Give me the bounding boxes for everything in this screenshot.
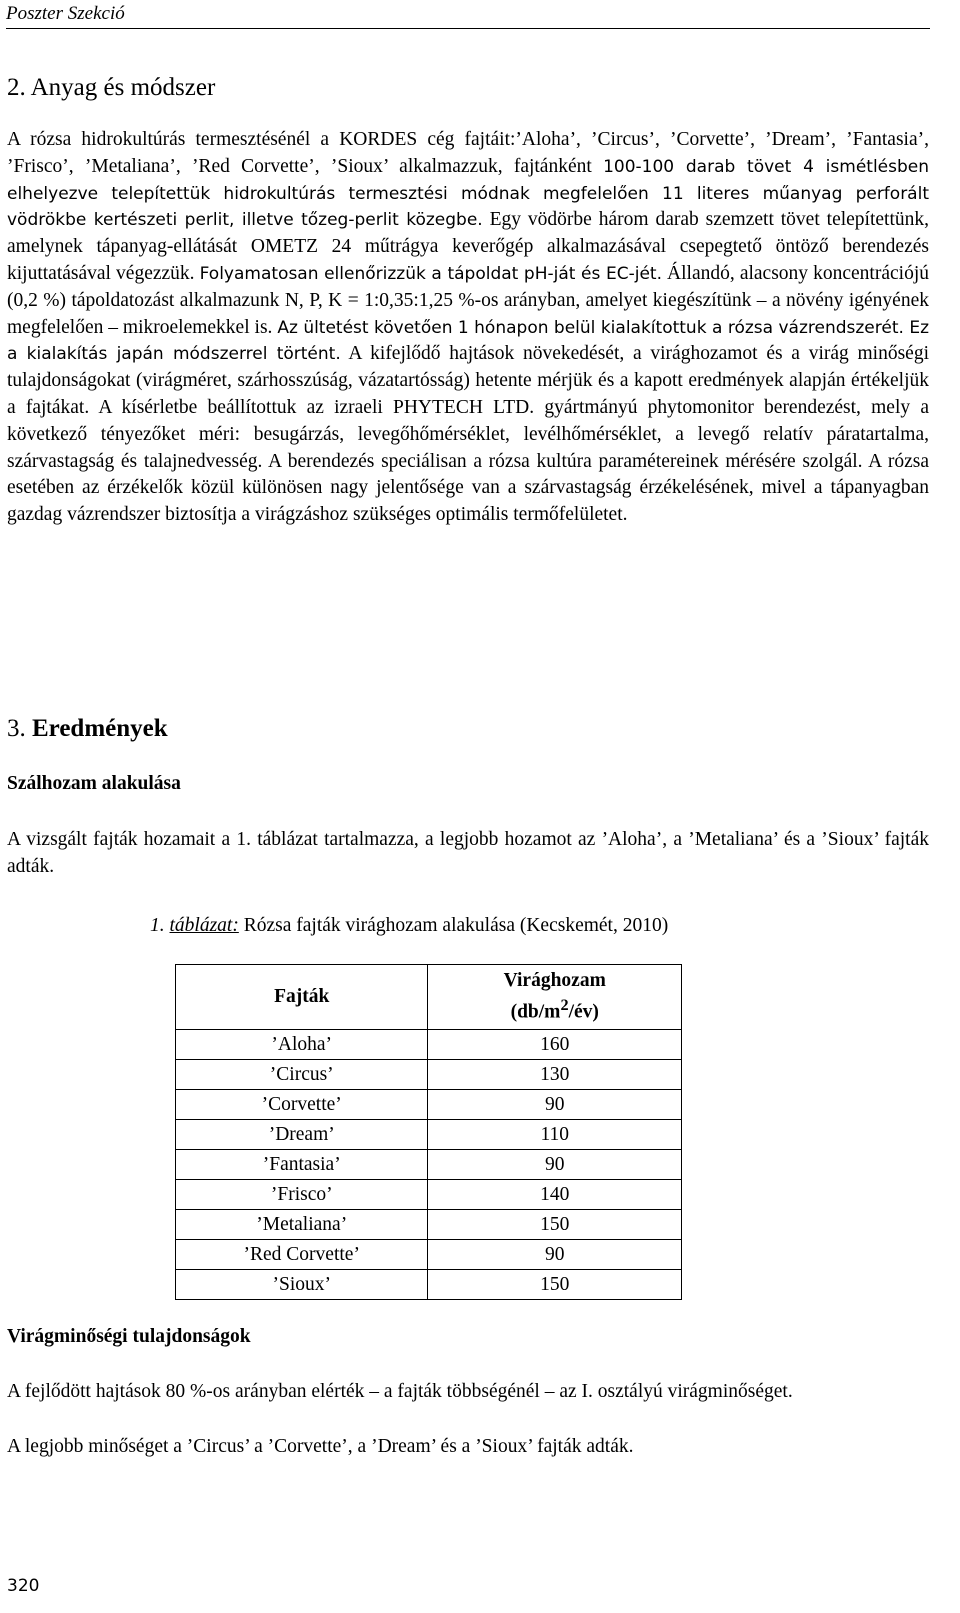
table-row (176, 1120, 682, 1150)
methods-sentence-2: 100-100 darab tövet 4 ismétlésben elhelyezve telepítettük hidrokultúrás termesztési módnak megfelelően 11 literes műanyag perforált vödrökbe kertészeti perlit, illetve tőzeg-perlit közegbe. (7, 156, 930, 231)
section-3-title-text: Eredmények (32, 715, 168, 742)
table-row (176, 1030, 682, 1060)
table-row (176, 1210, 682, 1240)
methods-sentence-6: Az ültetést követően 1 hónapon belül kialakítottuk a rózsa vázrendszerét. Ez a kialakítás japán módszerrel történt. (7, 317, 930, 365)
results-paragraph-3: A legjobb minőséget a ’Circus’ a ’Corvette’, a ’Dream’ és a ’Sioux’ fajták adták. (7, 1436, 634, 1457)
table-row (176, 1090, 682, 1120)
table-caption (150, 913, 668, 939)
variety-cell: ’Fantasia’ (176, 1150, 428, 1180)
table-caption-text: Rózsa fajták virághozam alakulása (Kecskemét, 2010) (243, 915, 669, 936)
methods-sentence-5: Állandó, alacsony koncentrációjú (0,2 %) tápoldatozást alkalmazunk N, P, K = 1:0,35:1,25 %-os arányban, amelyet kiegészítünk – a növény igényének megfelelően – mikroelemekkel is. (7, 262, 929, 338)
results-paragraph-1: A vizsgált fajták hozamait a 1. táblázat tartalmazza, a legjobb hozamot az ’Aloha’, a ’Metaliana’ és a ’Sioux’ fajták adták. (7, 829, 929, 877)
yield-cell: 150 (428, 1270, 682, 1300)
variety-cell: ’Red Corvette’ (176, 1240, 428, 1270)
table-row (176, 1180, 682, 1210)
yield-cell: 150 (428, 1210, 682, 1240)
table-row (176, 1240, 682, 1270)
header-flower-yield (428, 965, 682, 1030)
variety-cell: ’Corvette’ (176, 1090, 428, 1120)
subheading-stem-yield: Szálhozam alakulása (7, 773, 181, 794)
yield-cell: 140 (428, 1180, 682, 1210)
yield-cell: 160 (428, 1030, 682, 1060)
methods-sentence-7: A kifejlődő hajtások növekedését, a virághozamot és a virág minőségi tulajdonságokat (virágméret, szárhosszúság, vázatartósság) hetente mérjük és a kapott eredmények alapján értékeljük a fajtákat. A kísérletbe beállítottuk az izraeli PHYTECH LTD. gyártmányú phytomonitor berendezést, mely a következő tényezőket méri: besugárzás, levegőhőmérséklet, levélhőmérséklet, a levegő relatív páratartalma, szárvastagság és talajnedvesség. A berendezés speciálisan a rózsa kultúra paramétereinek mérésére szolgál. A rózsa esetében az érzékelők közül különösen nagy jelentősége van a szárvastagság érzékelésének, mivel a tápanyagban gazdag vázrendszer biztosítja a virágzáshoz szükséges optimális termőfelületet. (7, 343, 929, 526)
page-number: 320 (7, 1576, 40, 1596)
methods-sentence-3: Egy vödörbe három darab szemzett tövet telepítettünk, amelynek tápanyag-ellátását OMETZ 24 műtrágya keverőgép alkalmazásával csepegtető öntöző berendezés kijuttatásával végezzük. (7, 209, 930, 284)
header-flower-yield-unit-pre: (db/m (510, 1001, 561, 1023)
results-paragraph-2: A fejlődött hajtások 80 %-os arányban elérték – a fajták többségénél – az I. osztályú virágminőséget. (7, 1381, 793, 1402)
table-caption-number: 1. (150, 915, 165, 936)
section-3-title (7, 713, 168, 745)
yield-cell: 90 (428, 1150, 682, 1180)
table-row (176, 1270, 682, 1300)
methods-sentence-4: Folyamatosan ellenőrizzük a tápoldat pH-ját és EC-jét. (199, 263, 662, 284)
variety-cell: ’Frisco’ (176, 1180, 428, 1210)
variety-cell: ’Sioux’ (176, 1270, 428, 1300)
table-caption-label: táblázat: (169, 915, 239, 936)
methods-paragraph (7, 127, 929, 529)
running-header (6, 0, 930, 29)
section-3-number: 3. (7, 715, 26, 742)
yield-cell: 90 (428, 1240, 682, 1270)
header-flower-yield-unit-post: /év) (568, 1001, 599, 1023)
header-text: Poszter Szekció (6, 3, 125, 24)
table-row (176, 1060, 682, 1090)
header-flower-yield-label: Virághozam (503, 970, 606, 992)
variety-cell: ’Metaliana’ (176, 1210, 428, 1240)
table-header-row (176, 965, 682, 1030)
variety-cell: ’Circus’ (176, 1060, 428, 1090)
subheading-flower-quality: Virágminőségi tulajdonságok (7, 1326, 251, 1347)
table-row (176, 1150, 682, 1180)
yield-table (175, 964, 682, 1300)
yield-cell: 110 (428, 1120, 682, 1150)
header-flower-yield-unit-sup: 2 (560, 996, 569, 1015)
variety-cell: ’Dream’ (176, 1120, 428, 1150)
header-varieties: Fajták (176, 965, 428, 1030)
methods-sentence-1: A rózsa hidrokultúrás termesztésénél a KORDES cég fajtáit:’Aloha’, ’Circus’, ’Corvette’, ’Dream’, ’Fantasia’, ’Frisco’, ’Metaliana’, ’Red Corvette’, ’Sioux’ alkalmazzuk, fajtánként (7, 129, 929, 177)
variety-cell: ’Aloha’ (176, 1030, 428, 1060)
yield-cell: 130 (428, 1060, 682, 1090)
section-2-title: 2. Anyag és módszer (7, 74, 216, 101)
yield-cell: 90 (428, 1090, 682, 1120)
